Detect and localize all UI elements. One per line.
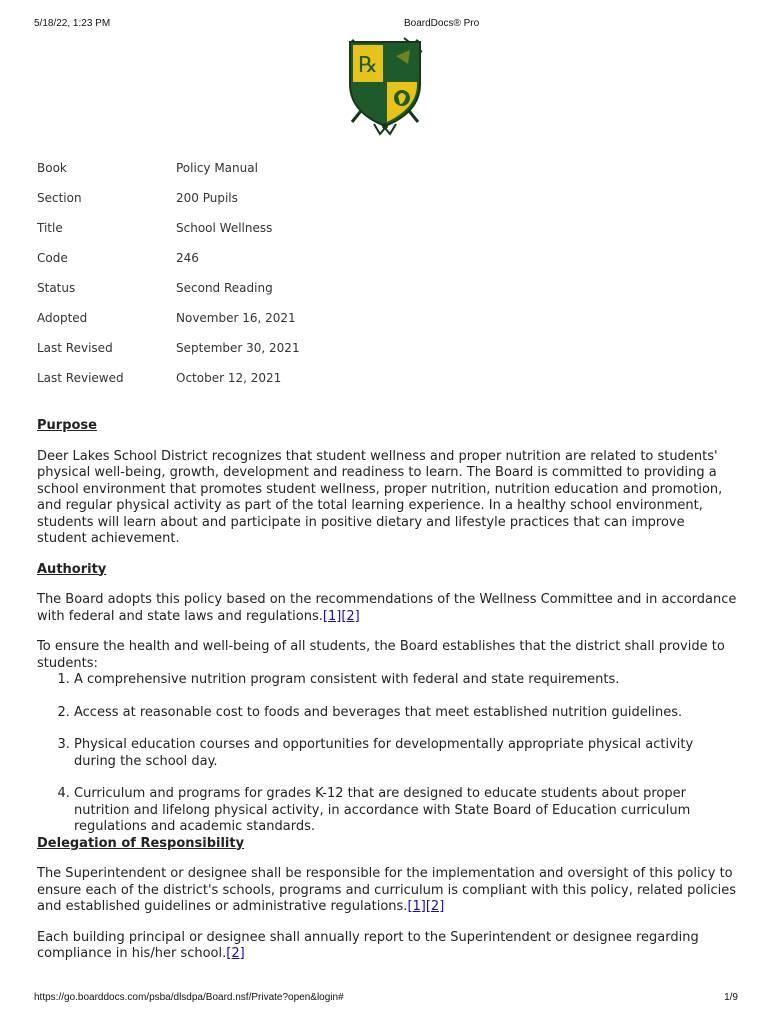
page-number: 1/9	[724, 992, 738, 1003]
authority-text-1: The Board adopts this policy based on the recommendations of the Wellness Committee and in accordance with federal and state laws and regulations.	[37, 592, 737, 624]
purpose-heading: Purpose	[37, 418, 97, 433]
svg-text:℞: ℞	[358, 53, 378, 78]
list-item: 4. Curriculum and programs for grades K-12 that are designed to educate students about proper nutrition and lifelong physical activity, in accordance with State Board of Education curriculum regulations and academic standards.	[74, 786, 737, 836]
purpose-paragraph: Deer Lakes School District recognizes that student wellness and proper nutrition are related to students' physical well-being, growth, development and readiness to learn. The Board is committed to providing a school environment that promotes student wellness, proper nutrition, nutrition education and promotion, and regular physical activity as part of the total learning experience. In a healthy school environment, students will learn about and participate in positive dietary and lifestyle practices that can improve student achievement.	[37, 448, 723, 546]
meta-label: Adopted	[37, 311, 88, 325]
print-header	[34, 18, 738, 32]
meta-row-section	[37, 183, 637, 213]
delegation-text-1: The Superintendent or designee shall be responsible for the implementation and oversight of this policy to ensure each of the district's schools, programs and curriculum is compliant with this policy, related policies and established guidelines or administrative regulations.	[37, 866, 737, 914]
meta-value: November 16, 2021	[176, 311, 296, 325]
authority-heading: Authority	[37, 561, 107, 577]
reference-link-2[interactable]: [2]	[425, 899, 445, 914]
meta-label: Section	[37, 191, 82, 205]
meta-value: October 12, 2021	[176, 371, 282, 385]
reference-link-1[interactable]: [1]	[322, 608, 342, 624]
authority-paragraph-1	[37, 592, 737, 625]
print-footer	[34, 992, 738, 1006]
provisions-list	[37, 672, 737, 836]
print-title: BoardDocs® Pro	[404, 18, 480, 29]
meta-row-adopted	[37, 303, 637, 333]
meta-value: September 30, 2021	[176, 341, 300, 355]
list-item: 3. Physical education courses and opportunities for developmentally appropriate physical activity during the school day.	[74, 737, 737, 770]
meta-row-title	[37, 213, 637, 243]
delegation-paragraph-2	[37, 930, 737, 963]
meta-label: Last Reviewed	[37, 371, 124, 385]
meta-value: Second Reading	[176, 281, 273, 295]
meta-row-code	[37, 243, 637, 273]
meta-label: Last Revised	[37, 341, 113, 355]
list-item: 1. A comprehensive nutrition program consistent with federal and state requirements.	[74, 672, 737, 689]
meta-row-status	[37, 273, 637, 303]
meta-label: Book	[37, 161, 67, 175]
page-url: https://go.boarddocs.com/psba/dlsdpa/Board.nsf/Private?open&login#	[34, 992, 344, 1003]
meta-label: Status	[37, 281, 76, 295]
delegation-text-2: Each building principal or designee shall annually report to the Superintendent or designee regarding compliance in his/her school.	[37, 929, 699, 961]
meta-row-last-revised	[37, 333, 637, 363]
print-date: 5/18/22, 1:23 PM	[34, 18, 111, 29]
policy-metadata-table	[37, 153, 637, 393]
delegation-paragraph-1	[37, 866, 737, 916]
district-crest-logo	[344, 34, 426, 138]
policy-body	[37, 418, 737, 963]
meta-value: School Wellness	[176, 221, 273, 235]
authority-paragraph-2: To ensure the health and well-being of all students, the Board establishes that the district shall provide to students:	[37, 639, 725, 671]
meta-value: 200 Pupils	[176, 191, 238, 205]
meta-label: Code	[37, 251, 68, 265]
meta-row-book	[37, 153, 637, 183]
delegation-heading: Delegation of Responsibility	[37, 835, 245, 851]
meta-value: 246	[176, 251, 199, 265]
reference-link-2[interactable]: [2]	[226, 946, 245, 961]
meta-label: Title	[37, 221, 63, 235]
meta-value: Policy Manual	[176, 161, 258, 175]
list-item: 2. Access at reasonable cost to foods and beverages that meet established nutrition guidelines.	[74, 705, 737, 722]
reference-link-1[interactable]: [1]	[407, 899, 426, 914]
meta-row-last-reviewed	[37, 363, 637, 393]
reference-link-2[interactable]: [2]	[341, 608, 360, 624]
